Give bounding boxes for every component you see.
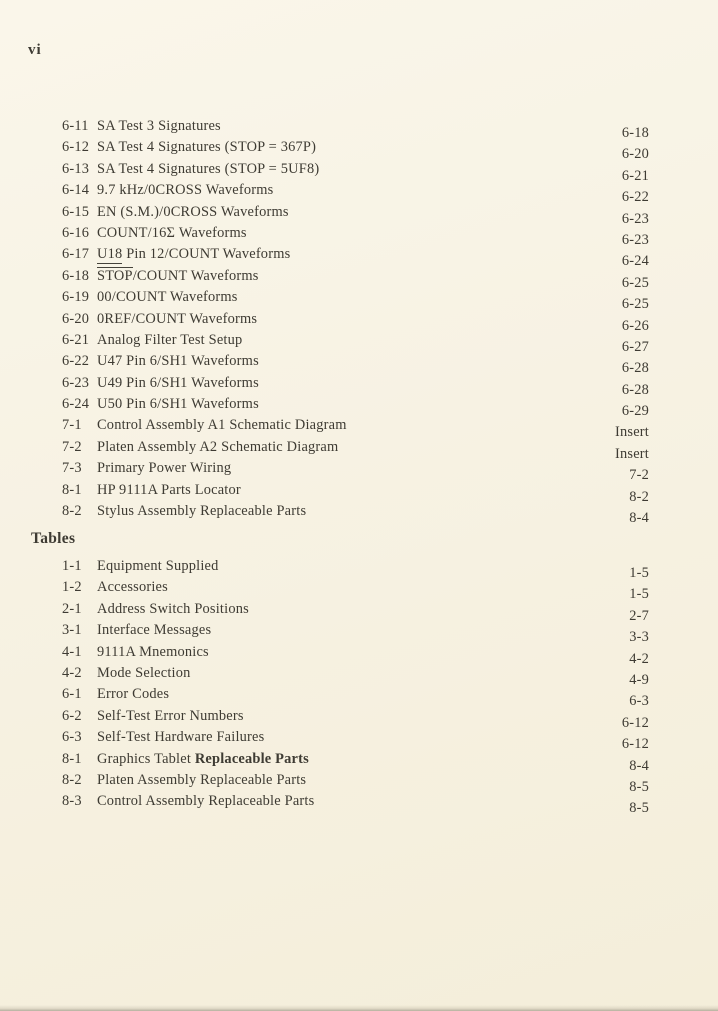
table-entry-title: Address Switch Positions (97, 600, 249, 617)
figure-entry-number: 6-21 (62, 331, 90, 348)
table-entry-title (97, 749, 603, 770)
table-entry-page-number: 8-5 (629, 778, 649, 795)
table-entry-title: Platen Assembly Replaceable Parts (97, 771, 307, 788)
figure-entry-title: SA Test 4 Signatures (STOP = 367P) (97, 139, 317, 156)
figure-entry-page-number: 6-25 (621, 296, 649, 313)
figure-entry-page-number: 6-20 (621, 146, 649, 163)
table-entry-title: Self-Test Hardware Failures (97, 729, 265, 746)
figure-entry-number: 6-18 (62, 267, 90, 284)
figure-entry-number: 6-13 (62, 160, 90, 177)
figure-entry-title-segment: STOP (97, 267, 133, 284)
figure-entry-number: 6-17 (62, 246, 90, 263)
figure-entry-title: Analog Filter Test Setup (97, 331, 243, 348)
figure-entry-number: 7-2 (62, 438, 82, 455)
figure-entry-number: 8-1 (62, 481, 82, 498)
tables-section-heading: Tables (31, 530, 76, 547)
table-entry-page-number: 1-5 (629, 586, 649, 603)
figure-entry-number: 7-1 (62, 417, 82, 434)
table-entry-title: Accessories (97, 579, 168, 596)
table-entry-page-number: 6-3 (629, 693, 649, 710)
table-entry-page-number: 6-12 (621, 714, 649, 731)
figure-entry-page-number: 6-28 (621, 360, 649, 377)
figure-entry-number: 6-16 (62, 224, 90, 241)
table-entry-page-number: 2-7 (629, 607, 649, 624)
figure-entry-page-number: 6-22 (621, 189, 649, 206)
table-entry-title-segment: Replaceable Parts (194, 750, 309, 767)
figure-entry-title: EN (S.M.)/0CROSS Waveforms (97, 203, 289, 220)
table-entry-title: Self-Test Error Numbers (97, 707, 244, 724)
figure-entry-page-number: 8-4 (629, 510, 649, 527)
table-entry-number: 3-1 (62, 622, 82, 639)
figure-entry-number: 6-23 (62, 374, 90, 391)
figure-entry-page-number: 6-24 (621, 253, 649, 270)
figure-entry-row (0, 116, 718, 141)
figure-entry-title: 9.7 kHz/0CROSS Waveforms (97, 182, 274, 199)
table-entry-number: 1-1 (62, 558, 82, 574)
figure-entry-title: HP 9111A Parts Locator (97, 481, 241, 498)
table-entry-page-number: 3-3 (629, 629, 649, 646)
table-entry-number: 6-3 (62, 729, 82, 746)
figure-entry-page-number: 6-23 (621, 210, 649, 227)
figure-entry-page-number: 6-28 (621, 381, 649, 398)
figure-entry-page-number: 6-21 (621, 167, 649, 184)
figure-entry-title: U49 Pin 6/SH1 Waveforms (97, 374, 259, 391)
figure-entry-title: U47 Pin 6/SH1 Waveforms (97, 353, 259, 370)
table-entry-number: 4-1 (62, 643, 82, 660)
figure-entry-number: 7-3 (62, 460, 82, 477)
table-entry-number: 8-3 (62, 793, 82, 810)
table-entry-page-number: 4-9 (629, 671, 649, 688)
figure-entry-title: 0REF/COUNT Waveforms (97, 310, 258, 327)
table-entry-title: Error Codes (97, 686, 170, 703)
figure-entry-number: 6-14 (62, 182, 90, 199)
figure-entry-title (97, 244, 603, 265)
figure-entry-page-number: 6-25 (621, 274, 649, 291)
table-entry-title: Mode Selection (97, 664, 191, 681)
figure-entry-page-number: 6-29 (621, 403, 649, 420)
table-entry-page-number: 4-2 (629, 650, 649, 667)
figure-entry-number: 6-15 (62, 203, 90, 220)
figure-entry-title: Control Assembly A1 Schematic Diagram (97, 417, 347, 434)
table-entry-number: 6-1 (62, 686, 82, 703)
figure-entry-number: 6-20 (62, 310, 90, 327)
table-entry-title: 9111A Mnemonics (97, 643, 209, 660)
figure-entry-title: SA Test 4 Signatures (STOP = 5UF8) (97, 160, 320, 177)
table-entry-title: Control Assembly Replaceable Parts (97, 793, 315, 810)
table-entry-number: 6-2 (62, 707, 82, 724)
table-entry-title: Interface Messages (97, 622, 212, 639)
table-entry-number: 8-2 (62, 771, 82, 788)
figure-entry-title (97, 266, 603, 287)
figure-entry-title-segment: Pin 12/COUNT Waveforms (122, 246, 291, 263)
figure-entry-title: Primary Power Wiring (97, 460, 232, 477)
table-entry-number: 8-1 (62, 750, 82, 767)
figure-entry-title: U50 Pin 6/SH1 Waveforms (97, 396, 259, 413)
figure-entry-page-number: 6-18 (621, 125, 649, 141)
figure-entry-title: SA Test 3 Signatures (97, 118, 221, 134)
figures-list-continued (0, 116, 718, 527)
table-entry-row (0, 556, 718, 581)
figure-entry-page-number: 8-2 (629, 488, 649, 505)
table-entry-page-number: 8-5 (629, 800, 649, 817)
figure-entry-number: 6-12 (62, 139, 90, 156)
table-entry-number: 1-2 (62, 579, 82, 596)
tables-list (0, 556, 718, 817)
table-entry-number: 4-2 (62, 664, 82, 681)
figure-entry-number: 6-19 (62, 289, 90, 306)
figure-entry-title: COUNT/16Σ Waveforms (97, 224, 247, 241)
figure-entry-page-number: 6-27 (621, 338, 649, 355)
figure-entry-number: 6-24 (62, 396, 90, 413)
figure-entry-number: 8-2 (62, 503, 82, 520)
figure-entry-page-number: Insert (615, 445, 649, 462)
table-entry-page-number: 6-12 (621, 736, 649, 753)
figure-entry-number: 6-11 (62, 118, 89, 134)
table-entry-page-number: 1-5 (629, 565, 649, 581)
figure-entry-title-segment: U18 (97, 246, 123, 263)
figure-entry-number: 6-22 (62, 353, 90, 370)
figure-entry-page-number: 6-23 (621, 231, 649, 248)
figure-entry-page-number: 7-2 (629, 467, 649, 484)
figure-entry-title: 00/COUNT Waveforms (97, 289, 238, 306)
page-number-label: vi (28, 42, 42, 58)
figure-entry-title: Platen Assembly A2 Schematic Diagram (97, 438, 339, 455)
figure-entry-title: Stylus Assembly Replaceable Parts (97, 503, 307, 520)
table-entry-page-number: 8-4 (629, 757, 649, 774)
table-entry-title: Equipment Supplied (97, 558, 219, 574)
figure-entry-page-number: Insert (615, 424, 649, 441)
figure-entry-title-segment: /COUNT Waveforms (132, 267, 259, 284)
table-entry-title-segment: Graphics Tablet (97, 750, 195, 767)
figure-entry-page-number: 6-26 (621, 317, 649, 334)
page-bottom-scan-edge (0, 1005, 718, 1011)
table-entry-number: 2-1 (62, 600, 82, 617)
